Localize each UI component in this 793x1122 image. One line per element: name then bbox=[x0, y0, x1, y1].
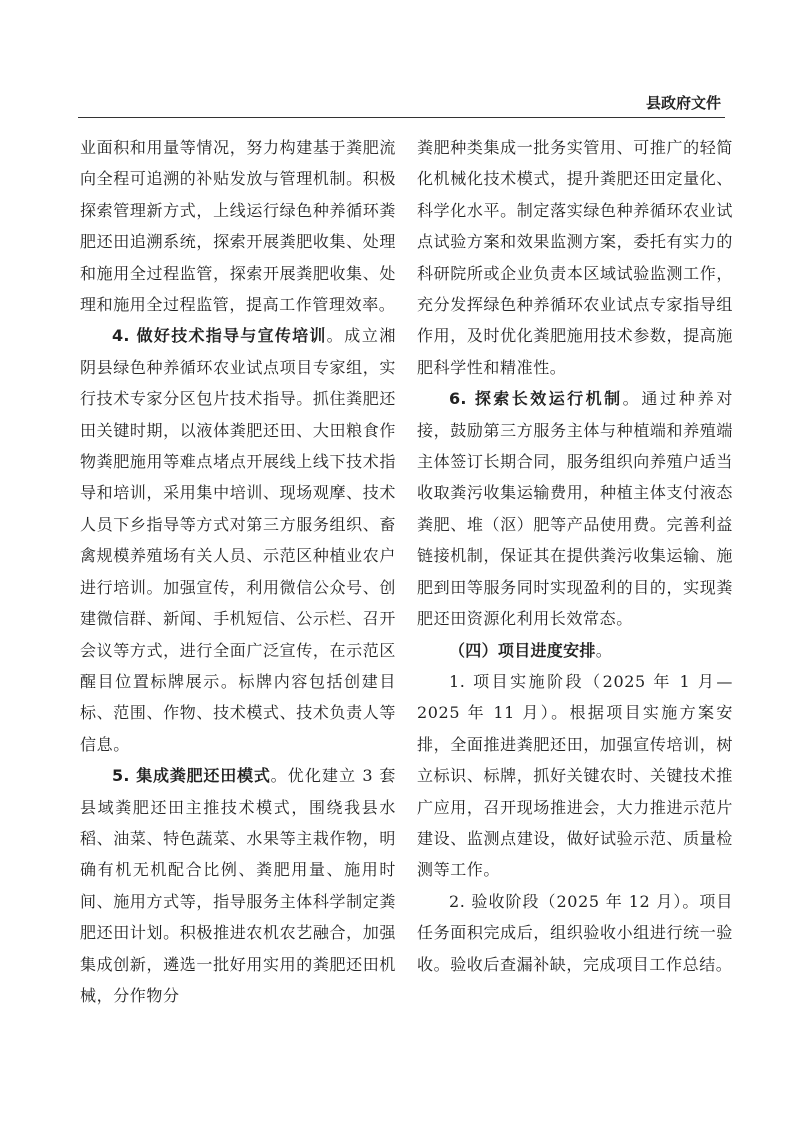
paragraph: 1. 项目实施阶段（2025 年 1 月—2025 年 11 月）。根据项目实施方案安排，全面推进粪肥还田，加强宣传培训，树立标识、标牌，抓好关键农时、关键技术推广应用，召开现场推进会，大力推进示范片建设、监测点建设，做好试验示范、质量检测等工作。 bbox=[417, 671, 733, 880]
paragraph: 业面积和用量等情况，努力构建基于粪肥流向全程可追溯的补贴发放与管理机制。积极探索管理新方式，上线运行绿色种养循环粪肥还田追溯系统，探索开展粪肥收集、处理和施用全过程监管，探索开展粪肥收集、处理和施用全过程监管，提高工作管理效率。 bbox=[80, 138, 396, 315]
paragraph: 粪肥种类集成一批务实管用、可推广的轻简化机械化技术模式，提升粪肥还田定量化、科学化水平。制定落实绿色种养循环农业试点试验方案和效果监测方案，委托有实力的科研院所或企业负责本区域试验监测工作，充分发挥绿色种养循环农业试点专家指导组作用，及时优化粪肥施用技术参数，提高施肥科学性和精准性。 bbox=[417, 138, 733, 377]
paragraph: 2. 验收阶段（2025 年 12 月）。项目任务面积完成后，组织验收小组进行统一验收。验收后查漏补缺，完成项目工作总结。 bbox=[417, 891, 733, 974]
right-column bbox=[417, 132, 733, 980]
section-heading: （四）项目进度安排 bbox=[449, 640, 596, 660]
subsection-heading: 5. 集成粪肥还田模式 bbox=[112, 766, 271, 786]
paragraph-body: 。优化建立 3 套县域粪肥还田主推技术模式，围绕我县水稻、油菜、特色蔬菜、水果等主栽作物，明确有机无机配合比例、粪肥用量、施用时间、施用方式等，指导服务主体科学制定粪肥还田计划。积极推进农机农艺融合，加强集成创新，遴选一批好用实用的粪肥还田机械，分作物分 bbox=[80, 766, 396, 1005]
subsection-heading: 6. 探索长效运行机制 bbox=[449, 389, 623, 409]
subsection-heading: 4. 做好技术指导与宣传培训 bbox=[112, 326, 327, 346]
paragraph bbox=[417, 383, 733, 634]
paragraph bbox=[80, 760, 396, 1011]
paragraph-body: 。通过种养对接，鼓励第三方服务主体与种植端和养殖端主体签订长期合同，服务组织向养殖户适当收取粪污收集运输费用，种植主体支付液态粪肥、堆（沤）肥等产品使用费。完善利益链接机制，保证其在提供粪污收集运输、施肥到田等服务同时实现盈利的目的，实现粪肥还田资源化利用长效常态。 bbox=[417, 389, 733, 629]
paragraph bbox=[80, 320, 396, 760]
left-column bbox=[80, 132, 396, 1011]
paragraph-body: 。成立湘阴县绿色种养循环农业试点项目专家组，实行技术专家分区包片技术指导。抓住粪肥还田关键时期，以液体粪肥还田、大田粮食作物粪肥施用等难点堵点开展线上线下技术指导和培训，采用集中培训、现场观摩、技术人员下乡指导等方式对第三方服务组织、畜禽规模养殖场有关人员、示范区种植业农户进行培训。加强宣传，利用微信公众号、创建微信群、新闻、手机短信、公示栏、召开会议等方式，进行全面广泛宣传，在示范区醒目位置标牌展示。标牌内容包括创建目标、范围、作物、技术模式、技术负责人等信息。 bbox=[80, 326, 396, 754]
running-header: 县政府文件 bbox=[645, 94, 721, 112]
section-heading-line bbox=[417, 635, 733, 666]
header-divider bbox=[78, 117, 725, 118]
section-heading-tail: 。 bbox=[595, 640, 613, 660]
